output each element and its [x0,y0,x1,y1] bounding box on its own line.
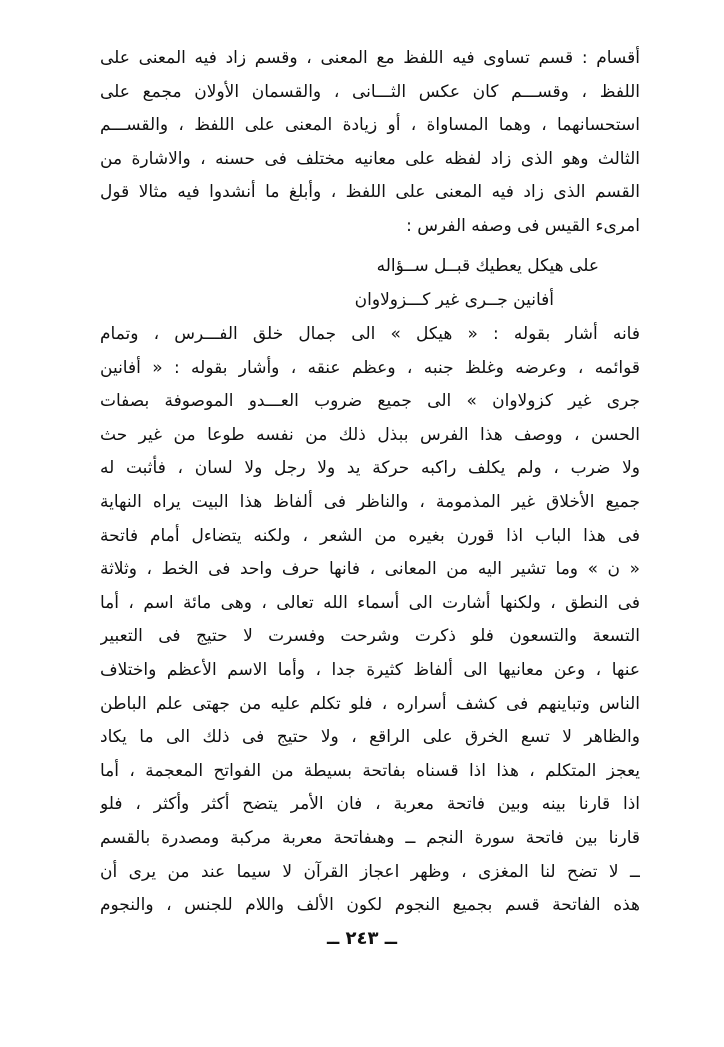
paragraph-commentary [100,318,640,923]
text-line: أقسام : قسم تساوى فيه اللفظ مع المعنى ، وقسم زاد فيه المعنى على [100,48,640,68]
text-line: فانه أشار بقوله : « هيكل » الى جمال خلق الفـــرس ، وتمام [100,324,640,344]
text-line: الناس وتباينهم فى كشف أسراره ، فلو تكلم عليه من جهتى علم الباطن [100,693,640,714]
text-line: استحسانهما ، وهما المساواة ، أو زيادة المعنى على اللفظ ، والقســـم [100,115,640,136]
text-line: فى النطق ، ولكنها أشارت الى أسماء الله تعالى ، وهى مائة اسم ، أما [100,592,640,613]
text-line: امرىء القيس فى وصفه الفرس : [406,215,640,236]
text-line: ولا ضرب ، ولم يكلف راكبه حركة يد ولا رجل ولا لسان ، فأثبت له [100,458,640,479]
text-line: جميع الأخلاق غير المذمومة ، والناظر فى ألفاظ هذا البيت يراه النهاية [100,491,640,512]
text-line: عنها ، وعن معانيها الى ألفاظ كثيرة جدا ، وأما الاسم الأعظم واختلاف [100,659,640,680]
text-line: يعجز المتكلم ، هذا اذا قسناه بفاتحة بسيطة من الفواتح المعجمة ، أما [100,760,640,781]
text-line: الثالث وهو الذى زاد لفظه على معانيه مختلف فى حسنه ، والاشارة من [100,148,640,169]
page-number: ــ ٢٤٣ ــ [326,928,398,949]
text-line: التسعة والتسعون فلو ذكرت وشرحت وفسرت لا حتيج فى التعبير [100,626,640,647]
text-line: القسم الذى زاد فيه المعنى على اللفظ ، وأبلغ ما أنشدوا فيه مثالا قول [100,182,640,203]
text-line: ــ لا تضح لنا المغزى ، وظهر اعجاز القرآن لا سيما عند من يرى أن [100,861,640,882]
poem-verse-first-hemistich: على هيكل يعطيك قبــل ســؤاله [376,256,599,276]
text-line: جرى غير كزولاوان » الى جميع ضروب العـــدو الموصوفة بصفات [100,391,640,412]
poem-verse-second-hemistich: أفانين جــرى غير كـــزولاوان [354,290,554,310]
text-line: اذا قارنا بينه وبين فاتحة معربة ، فان الأمر يتضح أكثر وأكثر ، فلو [100,794,640,815]
text-line: الحسن ، ووصف هذا الفرس ببذل ذلك من نفسه طوعا من غير حث [100,424,640,445]
text-line: هذه الفاتحة قسم بجميع النجوم لكون الألف واللام للجنس ، والنجوم [100,895,640,916]
text-line: « ن » وما تشير اليه من المعانى ، فانها حرف واحد فى الخط ، وثلاثة [100,559,640,580]
text-line: قارنا بين فاتحة سورة النجم ــ وهىفاتحة معربة مركبة ومصدرة بالقسم [100,827,640,848]
paragraph-intro [100,42,640,244]
text-line: فى هذا الباب اذا قورن بغيره من الشعر ، ولكنه يتضاءل أمام فاتحة [100,525,640,546]
text-line: قوائمه ، وعرضه وغلظ جنبه ، وعظم عنقه ، وأشار بقوله : « أفانين [100,357,640,378]
text-line: والظاهر لا تسع الخرق على الراقع ، ولا حتيج فى ذلك الى ما يكاد [100,727,640,748]
text-line: اللفظ ، وقســـم كان عكس الثـــانى ، والقسمان الأولان مجمع على [100,81,640,102]
